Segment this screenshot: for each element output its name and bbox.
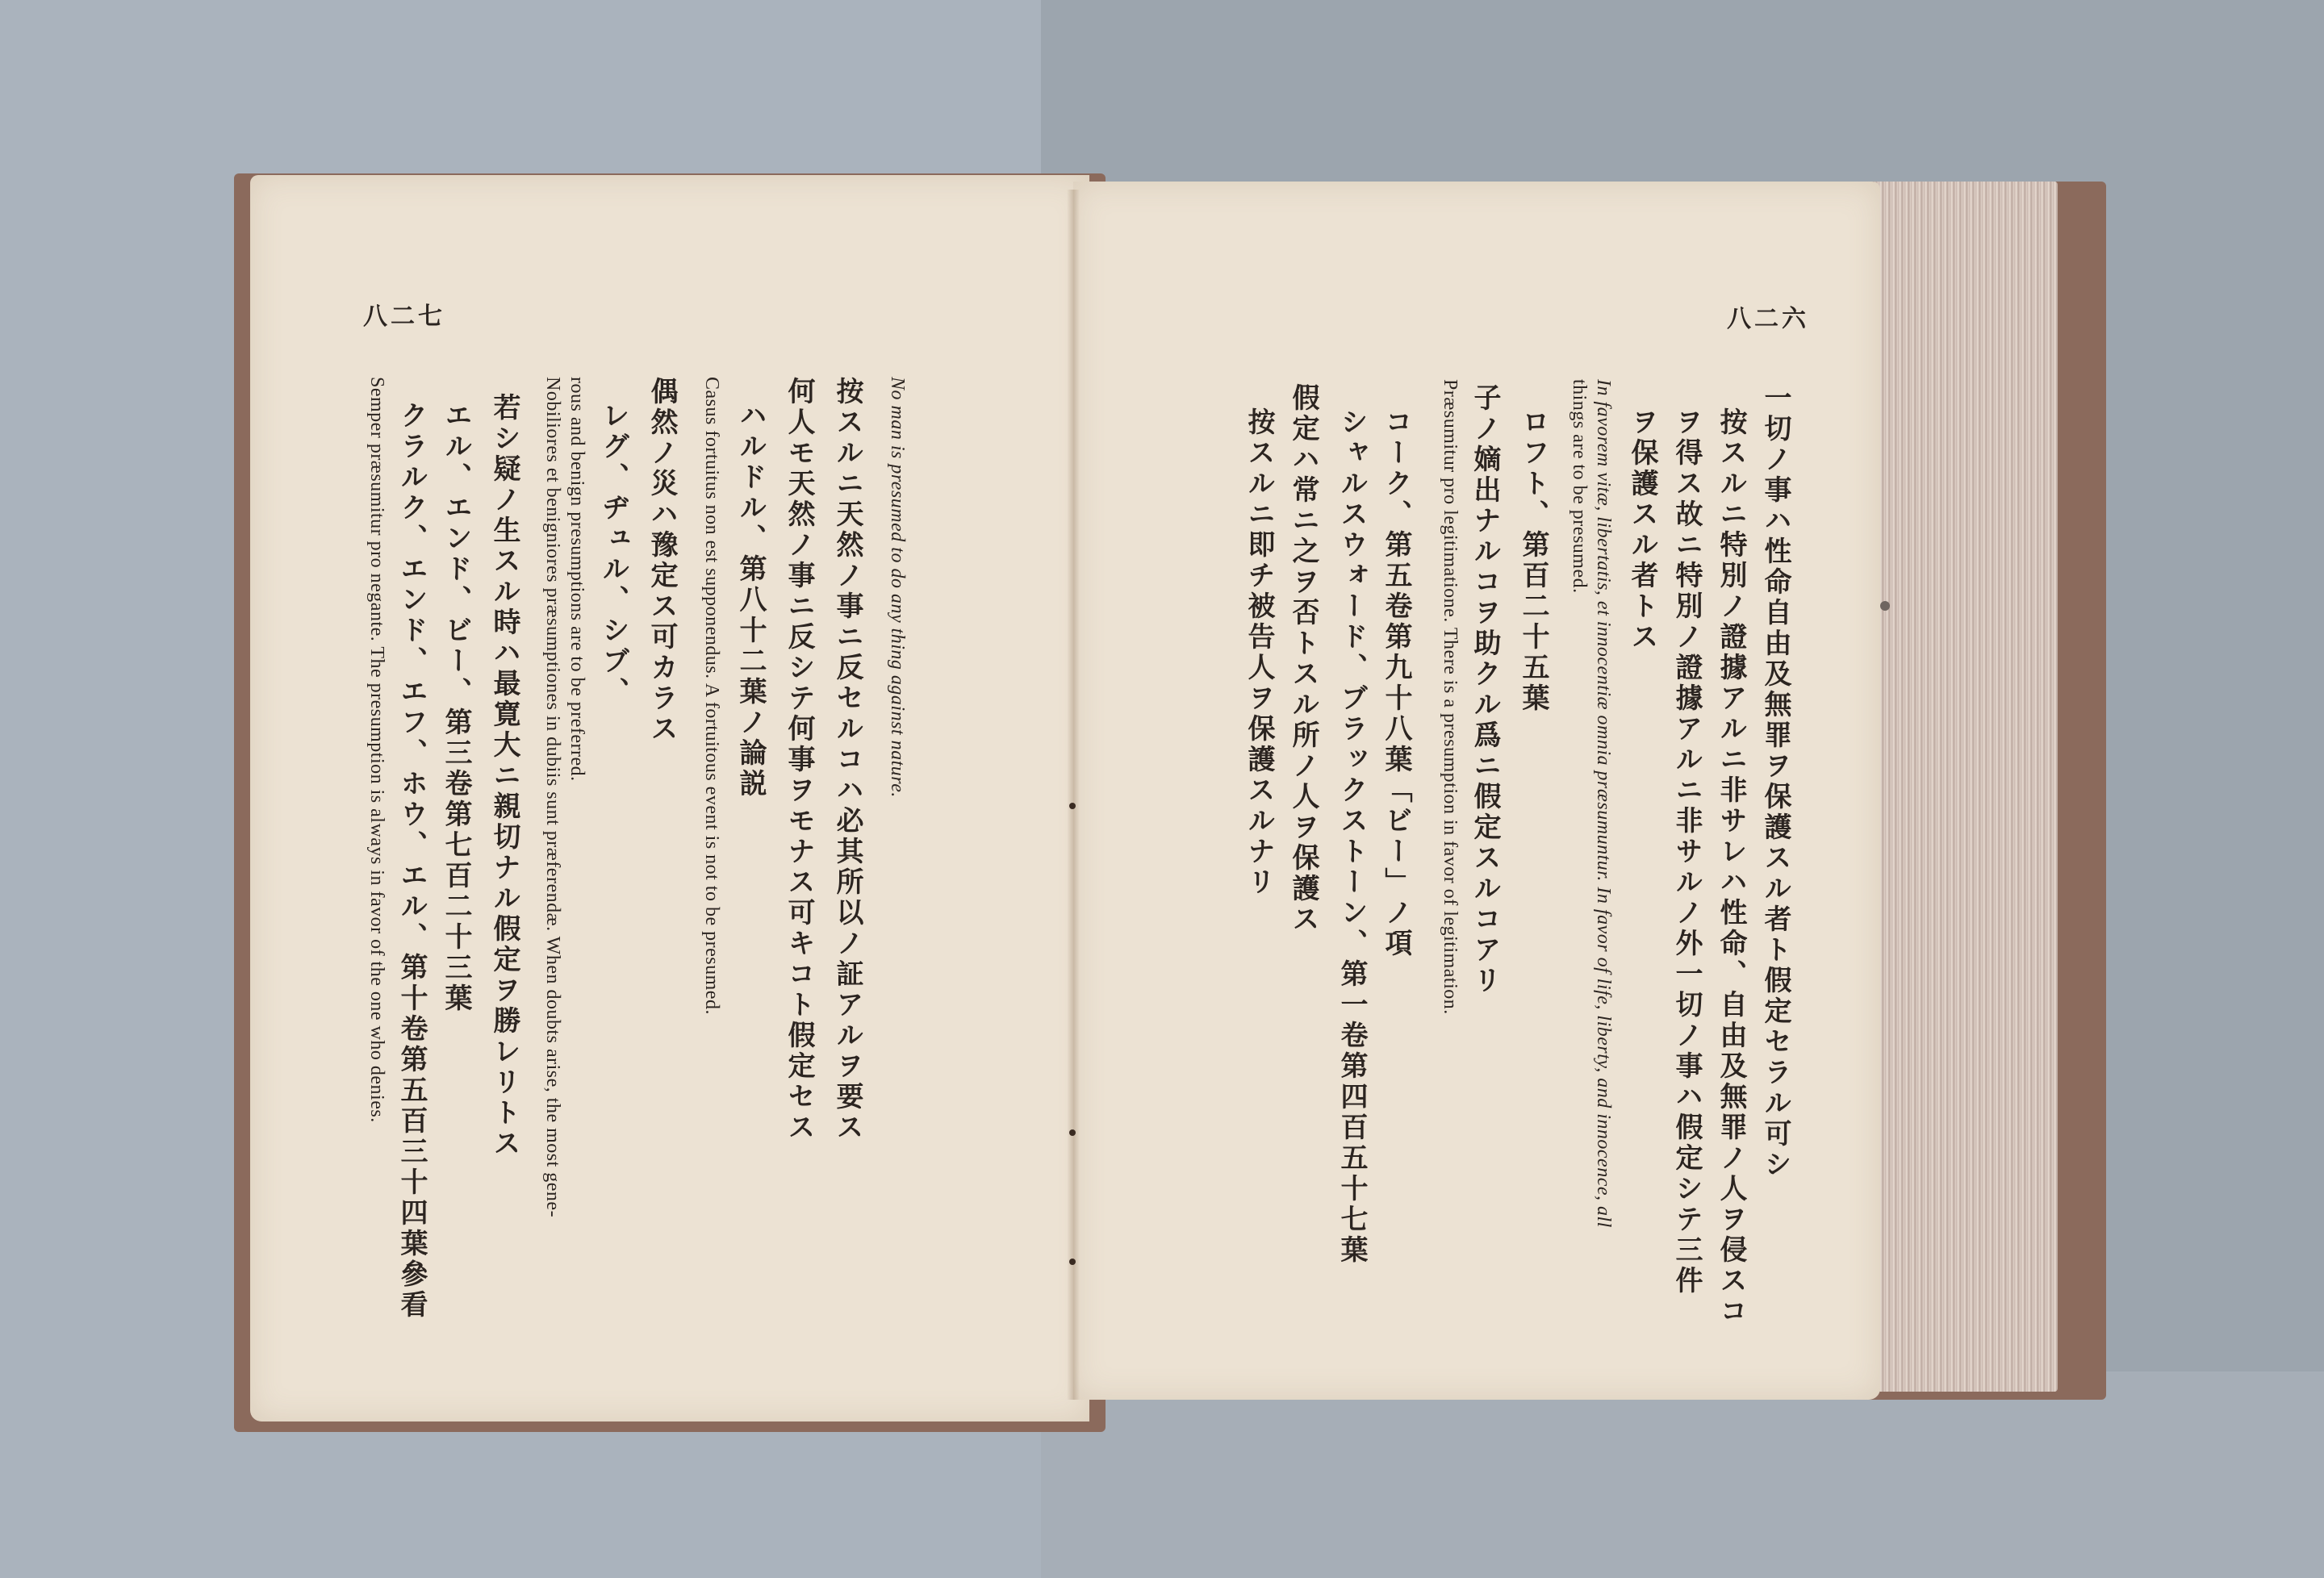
left-col-12: 按スルニ天然ノ事ニ反セルコハ必其所以ノ証アルヲ要ス xyxy=(831,377,863,1143)
binding-stitch xyxy=(1069,1259,1076,1265)
open-book xyxy=(234,157,2114,1440)
binding-stitch xyxy=(1069,1129,1076,1136)
right-col-13: 按スルニ即チ被告人ヲ保護スルナリ xyxy=(1243,407,1275,898)
left-col-5: Nobiliores et benigniores præsumptiones in dubiis sunt præferendæ. When doubts arise, the most gene- xyxy=(542,377,563,1218)
left-col-6: rous and benign presumptions are to be preferred. xyxy=(566,377,587,782)
right-page xyxy=(1073,182,1880,1400)
right-col-8: 子ノ嫡出ナルコヲ助クル爲ニ假定スルコアリ xyxy=(1469,383,1501,996)
left-col-11: 何人モ天然ノ事ニ反シテ何事ヲモナス可キコト假定セス xyxy=(783,377,815,1143)
left-page xyxy=(250,175,1089,1421)
right-col-10: コーク、第五卷第九十八葉「ビー」ノ項 xyxy=(1380,407,1412,959)
right-col-11: シャルスウォード、ブラックストーン、第一卷第四百五十七葉 xyxy=(1335,407,1368,1266)
right-page-number: 八二六 xyxy=(1727,305,1809,333)
left-col-2: クラルク、エンド、エフ、ホウ、エル、第十卷第五百三十四葉參看 xyxy=(395,401,428,1321)
right-col-9: Præsumitur pro legitimatione. There is a presumption in favor of legitimation. xyxy=(1440,379,1461,1015)
left-col-8: 偶然ノ災ハ豫定ス可カラス xyxy=(646,377,678,745)
page-edges xyxy=(1872,182,2058,1392)
binding-stitch xyxy=(1069,803,1076,809)
left-col-4: 若シ疑ノ生スル時ハ最寛大ニ親切ナル假定ヲ勝レリトス xyxy=(488,393,520,1159)
right-col-1: 一切ノ事ハ性命自由及無罪ヲ保護スル者ト假定セラル可シ xyxy=(1759,383,1791,1180)
book-gutter xyxy=(1067,190,1080,1400)
page-hole-mark xyxy=(1880,601,1890,611)
left-col-9: Casus fortuitus non est supponendus. A fortuitous event is not to be presumed. xyxy=(701,377,722,1015)
left-col-7: レグ、ヂュル、シブ、 xyxy=(597,401,629,708)
left-page-number: 八二七 xyxy=(363,303,445,331)
left-col-10: ハルドル、第八十二葉ノ論説 xyxy=(734,401,767,799)
right-col-3: ヲ得ス故ニ特別ノ證據アルニ非サルノ外一切ノ事ハ假定シテ三件 xyxy=(1670,407,1703,1296)
right-col-7: ロフト、第百二十五葉 xyxy=(1517,407,1549,714)
left-col-1: Semper præsumitur pro negante. The presumption is always in favor of the one who denies. xyxy=(366,377,387,1123)
right-col-4: ヲ保護スル者トス xyxy=(1626,407,1658,653)
right-col-2: 按スルニ特別ノ證據アルニ非サレハ性命、自由及無罪ノ人ヲ侵スコ xyxy=(1715,407,1747,1327)
left-col-3: エル、エンド、ビー、第三卷第七百二十三葉 xyxy=(440,401,472,1014)
right-col-6: things are to be presumed. xyxy=(1569,379,1590,594)
left-col-13: No man is presumed to do any thing against nature. xyxy=(887,377,908,798)
right-col-12: 假定ハ常ニ之ヲ否トスル所ノ人ヲ保護ス xyxy=(1287,383,1319,935)
right-col-5: In favorem vitæ, libertatis, et innocentiæ omnia præsumuntur. In favor of life, liberty, and innocence, all xyxy=(1593,379,1614,1228)
